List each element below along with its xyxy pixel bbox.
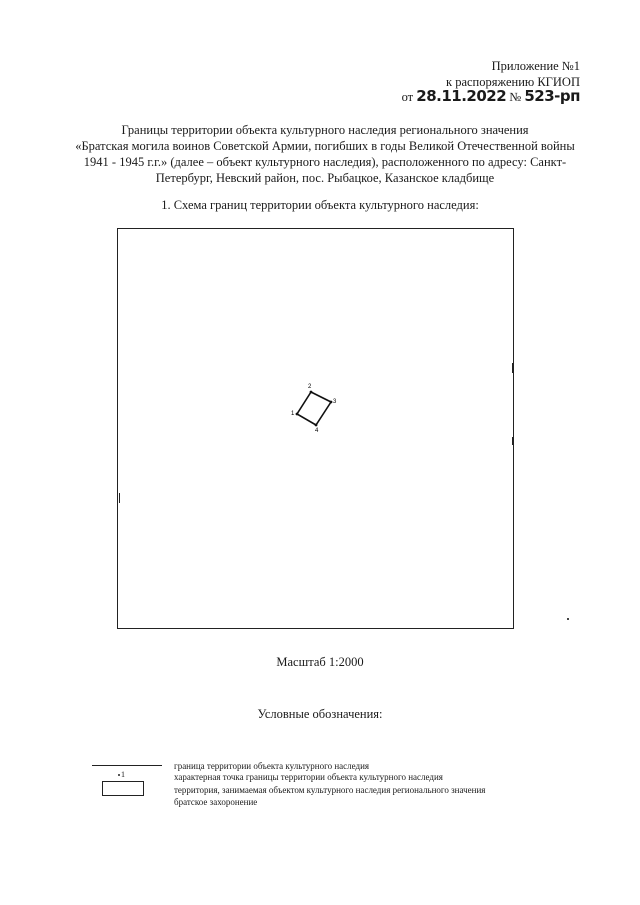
scan-mark xyxy=(119,493,120,503)
legend-item-point: характерная точка границы территории объекта культурного наследия xyxy=(174,772,443,782)
legend-title: Условные обозначения: xyxy=(257,707,383,721)
title-line-4: Петербург, Невский район, пос. Рыбацкое, Казанское кладбище xyxy=(155,171,495,185)
legend-point-symbol-label: 1 xyxy=(121,770,125,779)
title-line-1: Границы территории объекта культурного наследия регионального значения xyxy=(121,123,529,137)
scan-mark xyxy=(512,437,513,445)
boundary-point-marker xyxy=(310,391,313,394)
boundary-point-label: 1 xyxy=(291,411,295,417)
scan-mark xyxy=(512,363,513,373)
appendix-line-1: Приложение №1 xyxy=(491,59,580,73)
boundary-point-marker xyxy=(330,401,333,404)
legend-item-territory: территория, занимаемая объектом культурного наследия регионального значения xyxy=(174,785,486,795)
title-line-2: «Братская могила воинов Советской Армии, погибших в годы Великой Отечественной войны xyxy=(75,139,575,153)
legend-point-symbol xyxy=(118,770,125,779)
legend-territory-symbol xyxy=(102,781,144,796)
number-prefix: № xyxy=(509,90,522,104)
boundary-point-label: 2 xyxy=(308,384,312,390)
map-frame xyxy=(117,228,514,629)
boundary-point-marker xyxy=(315,424,318,427)
map-scale: Масштаб 1:2000 xyxy=(276,655,364,669)
appendix-line-2: к распоряжению КГИОП xyxy=(446,75,580,89)
appendix-date-line xyxy=(0,88,580,105)
scheme-heading: 1. Схема границ территории объекта культурного наследия: xyxy=(161,198,479,212)
title-line-3: 1941 - 1945 г.г.» (далее – объект культурного наследия), расположенного по адресу: Санкт- xyxy=(83,155,567,169)
boundary-polygon xyxy=(297,392,331,425)
scan-dot xyxy=(567,618,569,620)
boundary-scheme xyxy=(118,229,513,628)
date-prefix: от xyxy=(401,90,414,104)
handwritten-number: 523-рп xyxy=(524,87,580,105)
legend-item-grave: братское захоронение xyxy=(174,797,258,807)
boundary-point-label: 4 xyxy=(315,428,319,434)
boundary-point-marker xyxy=(296,413,299,416)
document-title xyxy=(60,122,590,186)
legend-item-boundary: граница территории объекта культурного наследия xyxy=(174,761,370,771)
boundary-point-label: 3 xyxy=(333,399,337,405)
legend-boundary-line-symbol xyxy=(92,765,162,766)
handwritten-date: 28.11.2022 xyxy=(416,87,507,105)
